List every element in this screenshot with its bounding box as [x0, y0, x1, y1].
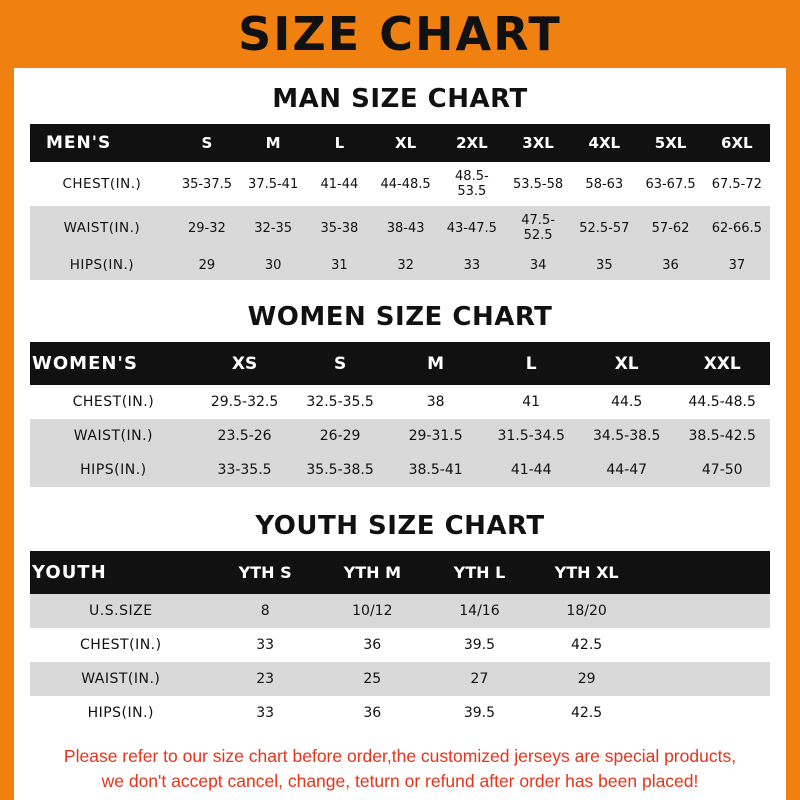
women-waist-xxl: 38.5-42.5 — [688, 428, 756, 444]
youth-chest-m: 36 — [363, 637, 382, 653]
youth-ussize-m: 10/12 — [352, 603, 393, 619]
man-header-m: M — [265, 134, 281, 152]
women-hips-xl: 44-47 — [606, 462, 648, 478]
women-header-xs: XS — [231, 353, 258, 374]
youth-header-s: YTH S — [238, 563, 292, 582]
women-hips-xs: 33-35.5 — [217, 462, 272, 478]
man-hips-3xl: 34 — [529, 257, 547, 273]
man-header-5xl: 5XL — [654, 134, 687, 152]
footer-disclaimer — [30, 744, 770, 795]
man-chest-5xl: 63-67.5 — [645, 176, 696, 192]
women-chest-xl: 44.5 — [611, 394, 643, 410]
youth-chest-s: 33 — [256, 637, 275, 653]
women-hips-xxl: 47-50 — [701, 462, 743, 478]
man-header-l: L — [334, 134, 345, 152]
youth-header-l: YTH L — [453, 563, 506, 582]
youth-waist-s: 23 — [256, 671, 275, 687]
women-waist-m: 29-31.5 — [408, 428, 463, 444]
women-section-title: WOMEN SIZE CHART — [247, 302, 553, 332]
women-chest-l: 41 — [522, 394, 541, 410]
youth-row-ussize-label: U.S.SIZE — [89, 603, 153, 619]
women-table-header-row — [30, 342, 770, 385]
women-chest-m: 38 — [426, 394, 445, 410]
man-waist-xl: 38-43 — [386, 220, 425, 236]
man-header-s: S — [201, 134, 213, 152]
man-waist-5xl: 57-62 — [651, 220, 690, 236]
table-row — [30, 594, 770, 628]
youth-header-xl: YTH XL — [554, 563, 619, 582]
man-header-4xl: 4XL — [588, 134, 621, 152]
women-header-l: L — [525, 353, 537, 374]
youth-hips-m: 36 — [363, 705, 382, 721]
women-waist-l: 31.5-34.5 — [497, 428, 565, 444]
women-hips-l: 41-44 — [510, 462, 552, 478]
youth-row-waist-label: WAIST(IN.) — [81, 671, 161, 687]
man-waist-m: 32-35 — [254, 220, 293, 236]
table-row — [30, 662, 770, 696]
youth-hips-xl: 42.5 — [571, 705, 603, 721]
women-chest-s: 32.5-35.5 — [306, 394, 374, 410]
youth-table-header-row — [30, 551, 770, 594]
man-chest-s: 35-37.5 — [181, 176, 232, 192]
women-row-hips-label: HIPS(IN.) — [80, 462, 147, 478]
youth-row-chest-label: CHEST(IN.) — [80, 637, 162, 653]
footer-line-1: Please refer to our size chart before order,the customized jerseys are special products, — [63, 746, 737, 766]
man-waist-s: 29-32 — [188, 220, 226, 236]
man-header-xl: XL — [395, 134, 417, 152]
man-row-chest-label: CHEST(IN.) — [62, 176, 142, 192]
man-section-title: MAN SIZE CHART — [272, 84, 528, 114]
man-row-waist-label: WAIST(IN.) — [63, 220, 141, 236]
table-row — [30, 453, 770, 487]
man-waist-2xl: 43-47.5 — [446, 220, 497, 236]
man-hips-5xl: 36 — [662, 257, 679, 273]
women-hips-m: 38.5-41 — [408, 462, 463, 478]
women-chest-xs: 29.5-32.5 — [210, 394, 279, 410]
man-table-header-row — [30, 124, 770, 162]
youth-chest-spacer — [640, 628, 770, 662]
women-header-s: S — [333, 353, 347, 374]
man-header-6xl: 6XL — [721, 134, 753, 152]
man-hips-s: 29 — [198, 257, 216, 273]
youth-ussize-xl: 18/20 — [566, 603, 607, 619]
man-waist-l: 35-38 — [320, 220, 359, 236]
table-row — [30, 385, 770, 419]
women-waist-xs: 23.5-26 — [217, 428, 272, 444]
women-waist-xl: 34.5-38.5 — [592, 428, 661, 444]
youth-size-table — [30, 551, 770, 730]
man-chest-6xl: 67.5-72 — [711, 176, 762, 192]
women-header-xxl: XXL — [703, 353, 741, 374]
man-header-3xl: 3XL — [522, 134, 554, 152]
man-hips-m: 30 — [264, 257, 282, 273]
table-row — [30, 419, 770, 453]
women-waist-s: 26-29 — [319, 428, 361, 444]
chart-content — [14, 84, 786, 795]
man-hips-2xl: 33 — [463, 257, 481, 273]
women-hips-s: 35.5-38.5 — [306, 462, 374, 478]
youth-header-spacer — [640, 551, 770, 594]
man-chest-m: 37.5-41 — [248, 176, 299, 192]
women-row-chest-label: CHEST(IN.) — [72, 394, 155, 410]
man-chest-2xl: 48.5-53.5 — [455, 169, 489, 199]
youth-waist-spacer — [640, 662, 770, 696]
man-waist-4xl: 52.5-57 — [579, 220, 630, 236]
youth-hips-l: 39.5 — [463, 705, 496, 721]
table-row — [30, 250, 770, 280]
youth-header-m: YTH M — [343, 563, 401, 582]
women-chest-xxl: 44.5-48.5 — [688, 394, 756, 410]
man-hips-xl: 32 — [397, 257, 414, 273]
page-banner — [14, 0, 786, 68]
man-waist-3xl: 47.5-52.5 — [521, 213, 555, 243]
youth-hips-spacer — [640, 696, 770, 730]
man-chest-l: 41-44 — [320, 176, 359, 192]
man-header-label: MEN'S — [46, 133, 112, 153]
man-size-table — [30, 124, 770, 280]
page-title: SIZE CHART — [238, 7, 562, 61]
youth-hips-s: 33 — [256, 705, 275, 721]
table-row — [30, 628, 770, 662]
table-row — [30, 206, 770, 250]
youth-waist-xl: 29 — [577, 671, 596, 687]
man-chest-xl: 44-48.5 — [380, 176, 431, 192]
women-header-label: WOMEN'S — [32, 353, 138, 374]
youth-waist-l: 27 — [470, 671, 489, 687]
table-row — [30, 162, 770, 206]
youth-header-label: YOUTH — [32, 562, 107, 583]
man-hips-6xl: 37 — [728, 257, 746, 273]
youth-ussize-s: 8 — [260, 603, 270, 619]
table-row — [30, 696, 770, 730]
youth-waist-m: 25 — [363, 671, 382, 687]
man-chest-3xl: 53.5-58 — [512, 176, 564, 192]
youth-chest-l: 39.5 — [463, 637, 496, 653]
man-hips-l: 31 — [331, 257, 348, 273]
man-hips-4xl: 35 — [596, 257, 613, 273]
women-header-m: M — [427, 353, 445, 374]
man-waist-6xl: 62-66.5 — [711, 220, 762, 236]
youth-ussize-spacer — [640, 594, 770, 628]
youth-chest-xl: 42.5 — [571, 637, 603, 653]
man-header-2xl: 2XL — [456, 134, 488, 152]
youth-section-title: YOUTH SIZE CHART — [255, 511, 545, 541]
youth-row-hips-label: HIPS(IN.) — [87, 705, 155, 721]
man-chest-4xl: 58-63 — [585, 176, 624, 192]
youth-ussize-l: 14/16 — [459, 603, 500, 619]
women-row-waist-label: WAIST(IN.) — [73, 428, 153, 444]
women-header-xl: XL — [614, 353, 639, 374]
man-row-hips-label: HIPS(IN.) — [69, 257, 135, 273]
women-size-table — [30, 342, 770, 487]
footer-line-2: we don't accept cancel, change, teturn or refund after order has been placed! — [101, 771, 699, 792]
